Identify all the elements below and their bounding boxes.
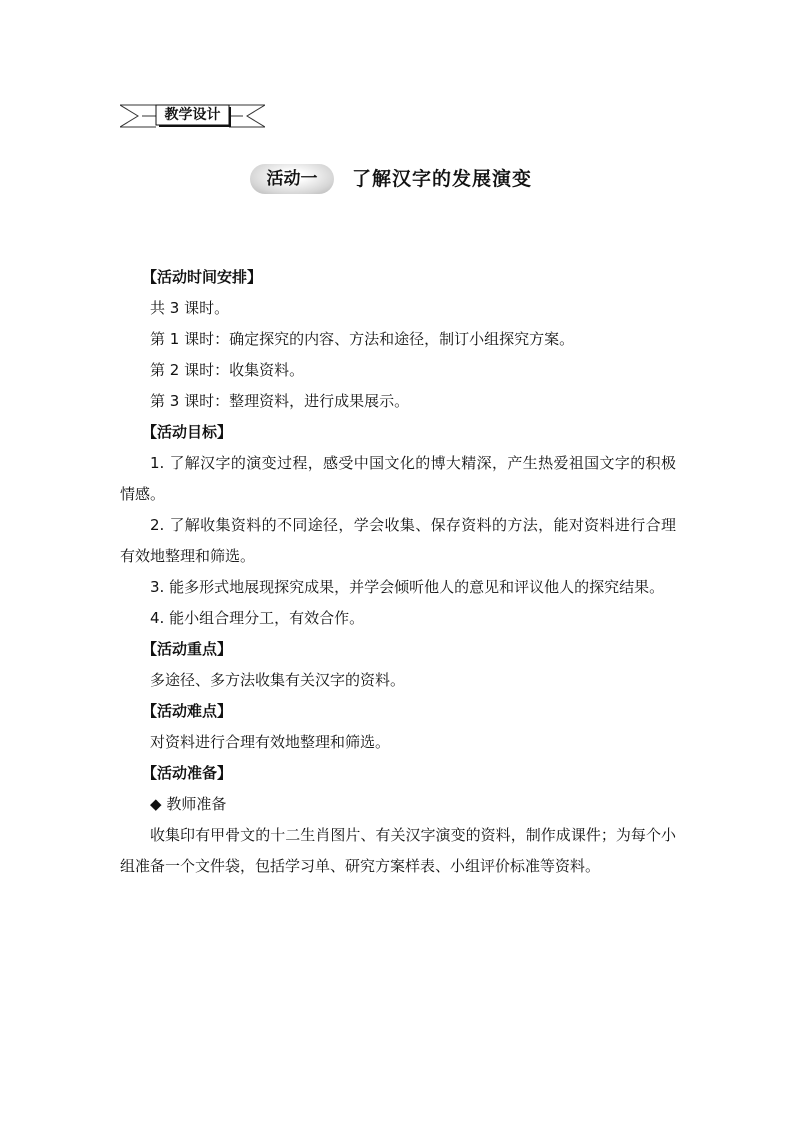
schedule-heading: 【活动时间安排】 [142, 268, 263, 286]
goals-heading: 【活动目标】 [142, 423, 233, 441]
prep-text: 收集印有甲骨文的十二生肖图片、有关汉字演变的资料，制作成课件；为每个小组准备一个文件袋，包括学习单、研究方案样表、小组评价标准等资料。 [120, 826, 676, 875]
difficulty-heading: 【活动难点】 [142, 702, 233, 720]
prep-bullet-label: 教师准备 [166, 795, 227, 813]
prep-heading: 【活动准备】 [142, 764, 233, 782]
schedule-line: 第 3 课时：整理资料，进行成果展示。 [150, 392, 410, 410]
difficulty-text: 对资料进行合理有效地整理和筛选。 [150, 733, 391, 751]
schedule-line: 第 2 课时：收集资料。 [150, 361, 305, 379]
focus-text: 多途径、多方法收集有关汉字的资料。 [150, 671, 406, 689]
activity-number-badge: 活动一 [250, 164, 334, 194]
schedule-line: 第 1 课时：确定探究的内容、方法和途径，制订小组探究方案。 [150, 330, 575, 348]
goal-item: 3. 能多形式地展现探究成果，并学会倾听他人的意见和评议他人的探究结果。 [150, 578, 665, 596]
goal-item: 4. 能小组合理分工，有效合作。 [150, 609, 365, 627]
document-body [120, 262, 676, 882]
activity-title: 了解汉字的发展演变 [352, 168, 533, 190]
focus-heading: 【活动重点】 [142, 640, 233, 658]
goal-item: 1. 了解汉字的演变过程，感受中国文化的博大精深，产生热爱祖国文字的积极情感。 [120, 454, 676, 503]
prep-bullet-item [120, 789, 676, 820]
section-banner [120, 102, 265, 130]
schedule-line: 共 3 课时。 [150, 299, 230, 317]
goal-item: 2. 了解收集资料的不同途径，学会收集、保存资料的方法，能对资料进行合理有效地整理和筛选。 [120, 516, 676, 565]
diamond-bullet-icon: ◆ [150, 795, 162, 813]
banner-label: 教学设计 [164, 107, 221, 123]
